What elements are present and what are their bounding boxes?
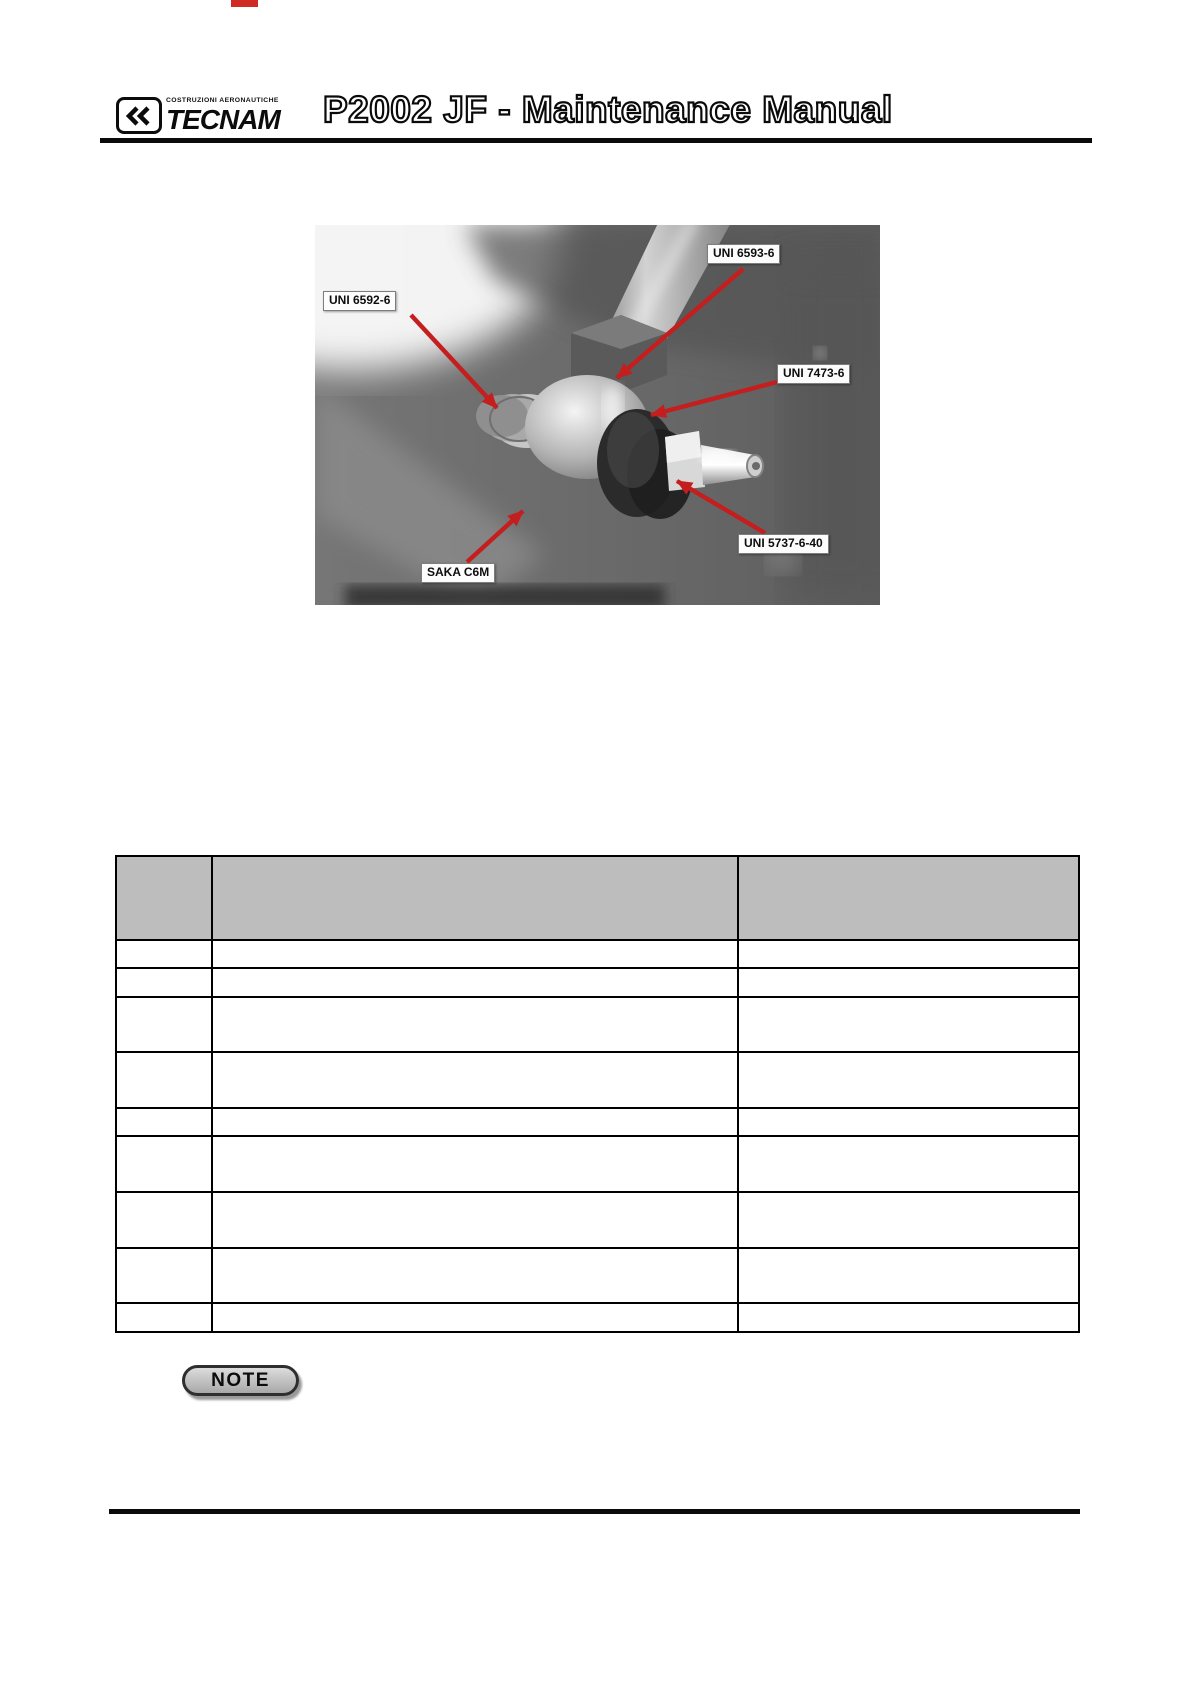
table-cell bbox=[116, 1108, 212, 1136]
table-cell bbox=[738, 1052, 1079, 1108]
table-header-cell bbox=[116, 856, 212, 940]
table-cell bbox=[212, 1108, 738, 1136]
table-cell bbox=[212, 1248, 738, 1303]
table-cell bbox=[212, 997, 738, 1052]
double-chevron-left-icon bbox=[116, 97, 162, 134]
table-cell bbox=[212, 968, 738, 997]
table-cell bbox=[116, 1303, 212, 1332]
header-rule bbox=[100, 138, 1092, 143]
table-row bbox=[116, 1136, 1079, 1192]
table-cell bbox=[116, 1248, 212, 1303]
table-cell bbox=[212, 940, 738, 968]
table-cell bbox=[212, 1192, 738, 1248]
table-row bbox=[116, 997, 1079, 1052]
callout-label-uni-7473-6: UNI 7473-6 bbox=[777, 364, 850, 384]
page-title: P2002 JF - Maintenance Manual bbox=[323, 89, 893, 130]
callout-label-uni-6593-6: UNI 6593-6 bbox=[707, 244, 780, 264]
logo-brand: TECNAM bbox=[166, 104, 280, 135]
table-cell bbox=[738, 1248, 1079, 1303]
table-header-row bbox=[116, 856, 1079, 940]
table-cell bbox=[116, 1052, 212, 1108]
table-cell bbox=[116, 968, 212, 997]
table-cell bbox=[116, 1192, 212, 1248]
footer-rule bbox=[109, 1509, 1080, 1514]
note-badge: NOTE bbox=[182, 1365, 299, 1396]
table-row bbox=[116, 1052, 1079, 1108]
table-row bbox=[116, 1108, 1079, 1136]
table-cell bbox=[212, 1303, 738, 1332]
table-row bbox=[116, 968, 1079, 997]
callout-label-uni-6592-6: UNI 6592-6 bbox=[323, 291, 396, 311]
table-cell bbox=[738, 1108, 1079, 1136]
table-cell bbox=[738, 940, 1079, 968]
table-cell bbox=[738, 997, 1079, 1052]
figure-photo bbox=[315, 225, 880, 605]
table-cell bbox=[738, 1192, 1079, 1248]
table-cell bbox=[738, 1136, 1079, 1192]
callout-label-saka-c6m: SAKA C6M bbox=[421, 563, 495, 583]
table-row bbox=[116, 940, 1079, 968]
logo-tagline: COSTRUZIONI AERONAUTICHE bbox=[166, 97, 279, 105]
table-cell bbox=[116, 1136, 212, 1192]
table-cell bbox=[212, 1052, 738, 1108]
logo-text-block bbox=[166, 98, 280, 134]
table-row bbox=[116, 1303, 1079, 1332]
table-header-cell bbox=[212, 856, 738, 940]
tecnam-logo bbox=[116, 92, 296, 134]
table-cell bbox=[738, 968, 1079, 997]
parts-table bbox=[115, 855, 1080, 1333]
table-header-cell bbox=[738, 856, 1079, 940]
table-cell bbox=[738, 1303, 1079, 1332]
top-edge-red-artifact bbox=[231, 0, 258, 7]
table-row bbox=[116, 1248, 1079, 1303]
callout-label-uni-5737-6-40: UNI 5737-6-40 bbox=[738, 534, 829, 554]
table-cell bbox=[212, 1136, 738, 1192]
table-row bbox=[116, 1192, 1079, 1248]
table-cell bbox=[116, 997, 212, 1052]
table-cell bbox=[116, 940, 212, 968]
